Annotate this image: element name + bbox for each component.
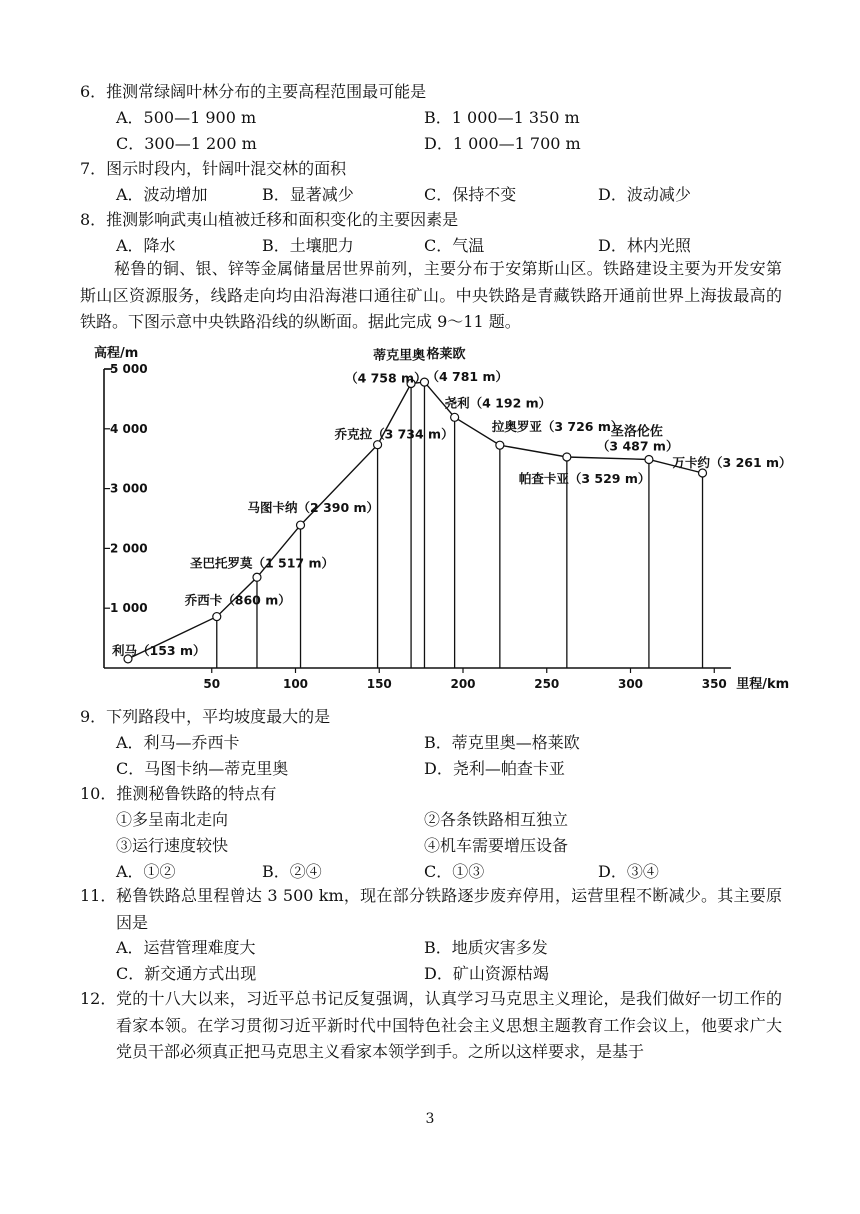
- q6-option-d: D．1 000—1 700 m: [424, 134, 581, 153]
- page-number: 3: [425, 1111, 435, 1127]
- station-label: （4 781 m）: [426, 369, 509, 385]
- station-marker: [451, 413, 459, 421]
- station-label: 拉奥罗亚（3 726 m）: [491, 419, 624, 435]
- q11-option-d: D．矿山资源枯竭: [424, 964, 549, 983]
- q8-option-d: D．林内光照: [598, 236, 691, 255]
- y-tick-label: 4 000: [110, 421, 148, 436]
- q8-option-b: B．土壤肥力: [262, 236, 354, 255]
- q7-stem: 7．图示时段内，针阔叶混交林的面积: [80, 159, 347, 178]
- y-tick-label: 2 000: [110, 541, 148, 556]
- q10-statement-4: ④机车需要增压设备: [424, 836, 569, 855]
- station-marker: [563, 453, 571, 461]
- q7-option-d: D．波动减少: [598, 185, 691, 204]
- station-marker: [297, 521, 305, 529]
- q9-option-d: D．尧利—帕查卡亚: [424, 759, 565, 778]
- station-marker: [699, 469, 707, 477]
- y-axis-title: 高程/m: [94, 346, 139, 361]
- station-marker: [374, 441, 382, 449]
- station-marker: [213, 613, 221, 621]
- passage: 秘鲁的铜、银、锌等金属储量居世界前列，主要分布于安第斯山区。铁路建设主要为开发安第斯山区资源服务，线路走向均由沿海港口通往矿山。中央铁路是青藏铁路开通前世界上海拔最高的铁路。下图示意中央铁路沿线的纵断面。据此完成 9～11 题。: [80, 259, 782, 331]
- railway-profile-chart: [82, 338, 792, 698]
- q6-option-b: B．1 000—1 350 m: [424, 108, 580, 127]
- x-tick-label: 350: [701, 677, 727, 691]
- q8-option-a: A．降水: [116, 236, 176, 255]
- y-tick-label: 5 000: [110, 362, 148, 376]
- x-tick-label: 250: [534, 677, 560, 691]
- q7-option-c: C．保持不变: [424, 185, 517, 204]
- station-name-top: 圣洛伦佐: [610, 424, 663, 440]
- q12: [80, 986, 782, 1066]
- chart-axes: [94, 345, 789, 692]
- station-name-top: 格莱欧: [426, 347, 466, 363]
- q11-option-c: C．新交通方式出现: [116, 964, 257, 983]
- station-label: 马图卡纳（2 390 m）: [247, 500, 380, 516]
- q10-statement-1: ①多呈南北走向: [116, 810, 229, 829]
- q10-option-a: A．①②: [116, 862, 176, 881]
- station-name-top: 蒂克里奥: [373, 348, 426, 364]
- q10-option-b: B．②④: [262, 862, 322, 881]
- q7-option-b: B．显著减少: [262, 185, 354, 204]
- x-axis-title: 里程/km: [736, 677, 790, 692]
- q12-stem: 党的十八大以来，习近平总书记反复强调，认真学习马克思主义理论，是我们做好一切工作的看家本领。在学习贯彻习近平新时代中国特色社会主义思想主题教育工作会议上，他要求广大党员干部必须真正把马克思主义看家本领学到手。之所以这样要求，是基于: [116, 989, 782, 1061]
- station-label: （3 487 m）: [596, 438, 679, 454]
- station-label: 尧利（4 192 m）: [444, 395, 552, 411]
- q10-option-c: C．①③: [424, 862, 485, 881]
- q11-number: 11．: [80, 886, 117, 905]
- station-marker: [496, 441, 504, 449]
- q11-option-a: A．运营管理难度大: [116, 938, 256, 957]
- x-tick-label: 50: [203, 677, 221, 691]
- q10-statement-2: ②各条铁路相互独立: [424, 810, 569, 829]
- station-marker: [253, 573, 261, 581]
- q9-option-a: A．利马—乔西卡: [116, 733, 240, 752]
- x-tick-label: 100: [282, 677, 309, 691]
- q10-statement-3: ③运行速度较快: [116, 836, 229, 855]
- station-marker: [645, 455, 653, 463]
- y-tick-label: 3 000: [110, 481, 148, 496]
- x-tick-label: 300: [617, 677, 644, 691]
- station-label: 乔克拉（3 734 m）: [334, 426, 454, 442]
- q6-stem: 6．推测常绿阔叶林分布的主要高程范围最可能是: [80, 82, 427, 101]
- q8-option-c: C．气温: [424, 236, 485, 255]
- station-label: 帕查卡亚（3 529 m）: [518, 470, 651, 486]
- q6-option-c: C．300—1 200 m: [116, 134, 257, 153]
- station-label: 万卡约（3 261 m）: [672, 454, 792, 470]
- q12-number: 12．: [80, 989, 117, 1008]
- station-label: 乔西卡（860 m）: [184, 592, 291, 608]
- station-label: 圣巴托罗莫（1 517 m）: [189, 555, 335, 571]
- q10-option-d: D．③④: [598, 862, 659, 881]
- x-tick-label: 200: [450, 677, 476, 691]
- q11-stem: 秘鲁铁路总里程曾达 3 500 km，现在部分铁路逐步废弃停用，运营里程不断减少。其主要原因是: [116, 886, 782, 932]
- q9-option-b: B．蒂克里奥—格莱欧: [424, 733, 580, 752]
- q6-option-a: A．500—1 900 m: [116, 108, 257, 127]
- q11: [80, 883, 782, 936]
- q10-stem: 10．推测秘鲁铁路的特点有: [80, 784, 277, 803]
- q9-option-c: C．马图卡纳—蒂克里奥: [116, 759, 289, 778]
- station-label: （4 758 m）: [345, 370, 427, 386]
- q8-stem: 8．推测影响武夷山植被迁移和面积变化的主要因素是: [80, 210, 459, 229]
- q7-option-a: A．波动增加: [116, 185, 208, 204]
- q9-stem: 9．下列路段中，平均坡度最大的是: [80, 707, 331, 726]
- station-label: 利马（153 m）: [112, 642, 206, 658]
- q11-option-b: B．地质灾害多发: [424, 938, 548, 957]
- x-tick-label: 150: [366, 677, 392, 691]
- y-tick-label: 1 000: [110, 601, 148, 616]
- station-labels: [111, 346, 792, 658]
